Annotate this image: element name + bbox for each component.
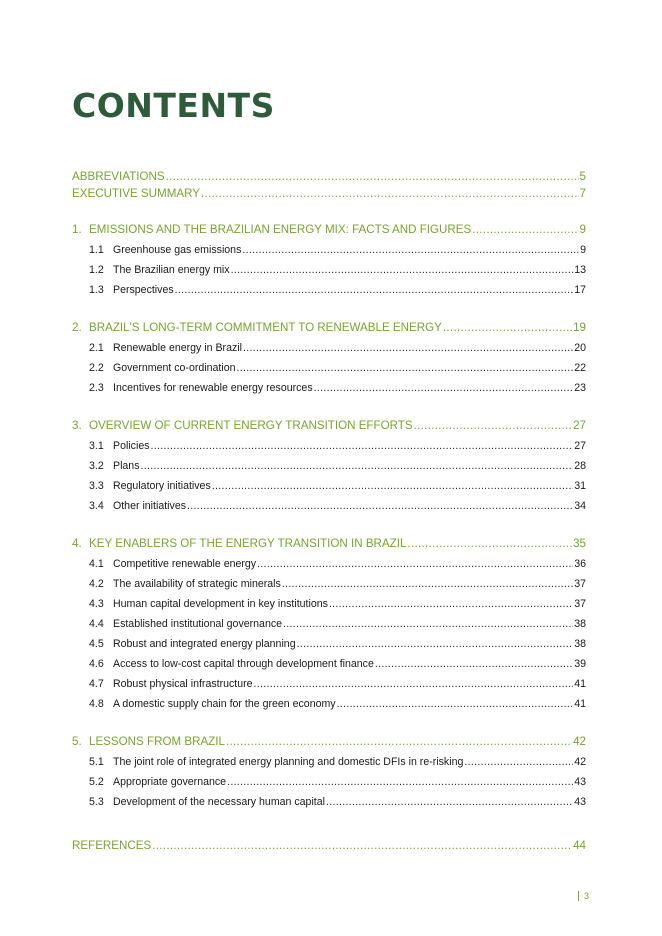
subsection-page: 41 [574,678,586,690]
dot-leader [375,658,573,670]
toc-page: 44 [573,839,586,852]
toc-page: 7 [579,187,586,200]
toc-section-2[interactable] [72,321,586,334]
subsection-label: Other initiatives [113,500,187,512]
subsection-label: Robust and integrated energy planning [113,638,296,650]
toc-subsection[interactable] [89,598,586,610]
dot-leader [212,480,573,492]
toc-subsection[interactable] [89,756,586,768]
subsection-label: Greenhouse gas emissions [113,244,242,256]
subsection-number: 4.1 [89,558,104,570]
toc-subsection[interactable] [89,342,586,354]
subsection-number: 3.3 [89,480,104,492]
subsection-number: 1.1 [89,244,104,256]
subsection-page: 27 [574,440,586,452]
dot-leader [226,735,572,748]
toc-page: 5 [579,170,586,183]
subsection-number: 3.2 [89,460,104,472]
section-label: BRAZIL'S LONG-TERM COMMITMENT TO RENEWABLE ENERGY [89,321,442,334]
subsection-number: 2.1 [89,342,104,354]
dot-leader [236,362,573,374]
section-label: LESSONS FROM BRAZIL [89,735,225,748]
subsection-number: 4.4 [89,618,104,630]
subsection-label: The availability of strategic minerals [113,578,281,590]
dot-leader [254,678,574,690]
subsection-number: 4.5 [89,638,104,650]
toc-section-3[interactable] [72,419,586,432]
subsection-page: 41 [574,698,586,710]
toc-subsection[interactable] [89,558,586,570]
subsection-number: 5.1 [89,756,104,768]
subsection-label: Regulatory initiatives [113,480,211,492]
dot-leader [243,342,573,354]
dot-leader [227,776,573,788]
toc-subsection[interactable] [89,382,586,394]
subsection-page: 43 [574,796,586,808]
subsection-number: 1.2 [89,264,104,276]
toc-section-1[interactable] [72,223,586,236]
subsection-page: 38 [574,638,586,650]
dot-leader [152,839,572,852]
dot-leader [464,756,573,768]
subsection-label: Development of the necessary human capital [113,796,325,808]
subsection-page: 39 [574,658,586,670]
section-page: 27 [573,419,586,432]
subsection-page: 37 [574,578,586,590]
toc-subsection[interactable] [89,460,586,472]
subsection-label: Human capital development in key institutions [113,598,328,610]
dot-leader [175,284,574,296]
section-number: 5. [72,735,82,748]
subsection-page: 36 [574,558,586,570]
dot-leader [414,419,572,432]
subsection-number: 1.3 [89,284,104,296]
subsection-number: 2.3 [89,382,104,394]
toc-subsection[interactable] [89,362,586,374]
subsection-page: 31 [574,480,586,492]
section-number: 2. [72,321,82,334]
dot-leader [201,187,579,200]
dot-leader [166,170,579,183]
subsection-page: 34 [574,500,586,512]
section-label: EMISSIONS AND THE BRAZILIAN ENERGY MIX: FACTS AND FIGURES [89,223,472,236]
toc-subsection[interactable] [89,264,586,276]
toc-label: EXECUTIVE SUMMARY [72,187,200,200]
subsection-page: 37 [574,598,586,610]
dot-leader [407,537,572,550]
subsection-number: 5.3 [89,796,104,808]
subsection-number: 4.8 [89,698,104,710]
subsection-label: Incentives for renewable energy resources [113,382,313,394]
section-label: OVERVIEW OF CURRENT ENERGY TRANSITION EFFORTS [89,419,413,432]
toc-subsection[interactable] [89,440,586,452]
subsection-label: A domestic supply chain for the green economy [113,698,336,710]
page-title: CONTENTS [72,86,275,125]
subsection-page: 42 [574,756,586,768]
toc-subsection[interactable] [89,500,586,512]
section-label: KEY ENABLERS OF THE ENERGY TRANSITION IN BRAZIL [89,537,407,550]
subsection-number: 3.4 [89,500,104,512]
subsection-page: 23 [574,382,586,394]
toc-label: ABBREVIATIONS [72,170,165,183]
dot-leader [314,382,574,394]
toc-subsection[interactable] [89,698,586,710]
page-footer [578,891,589,901]
section-page: 42 [573,735,586,748]
toc-entry-executive-summary[interactable] [72,187,586,200]
dot-leader [141,460,574,472]
subsection-number: 4.2 [89,578,104,590]
dot-leader [187,500,573,512]
subsection-label: The joint role of integrated energy planning and domestic DFIs in re-risking [113,756,464,768]
subsection-number: 2.2 [89,362,104,374]
subsection-label: Policies [113,440,150,452]
toc-section-4[interactable] [72,537,586,550]
subsection-label: The Brazilian energy mix [113,264,230,276]
subsection-number: 4.7 [89,678,104,690]
subsection-number: 5.2 [89,776,104,788]
subsection-label: Appropriate governance [113,776,227,788]
toc-subsection[interactable] [89,678,586,690]
page-number: 3 [584,891,590,901]
toc-label: REFERENCES [72,839,152,852]
subsection-page: 43 [574,776,586,788]
section-page: 9 [579,223,586,236]
subsection-label: Access to low-cost capital through development finance [113,658,374,670]
toc-section-5[interactable] [72,735,586,748]
dot-leader [231,264,574,276]
toc-subsection[interactable] [89,578,586,590]
toc-subsection[interactable] [89,618,586,630]
toc-subsection[interactable] [89,284,586,296]
dot-leader [326,796,573,808]
toc-subsection[interactable] [89,776,586,788]
dot-leader [257,558,573,570]
subsection-page: 9 [580,244,586,256]
subsection-page: 20 [574,342,586,354]
subsection-number: 4.3 [89,598,104,610]
subsection-label: Established institutional governance [113,618,283,630]
toc-subsection[interactable] [89,796,586,808]
footer-divider [578,891,579,901]
subsection-page: 22 [574,362,586,374]
section-number: 3. [72,419,82,432]
dot-leader [297,638,574,650]
toc-entry-abbreviations[interactable] [72,170,586,183]
dot-leader [242,244,579,256]
subsection-label: Perspectives [113,284,174,296]
dot-leader [329,598,573,610]
section-number: 1. [72,223,82,236]
subsection-label: Plans [113,460,140,472]
dot-leader [337,698,574,710]
toc-subsection[interactable] [89,638,586,650]
dot-leader [443,321,572,334]
toc-entry-references[interactable] [72,839,586,852]
subsection-page: 13 [574,264,586,276]
subsection-page: 28 [574,460,586,472]
dot-leader [283,618,573,630]
subsection-page: 38 [574,618,586,630]
toc-subsection[interactable] [89,244,586,256]
subsection-number: 3.1 [89,440,104,452]
subsection-number: 4.6 [89,658,104,670]
subsection-label: Renewable energy in Brazil [113,342,242,354]
section-number: 4. [72,537,82,550]
dot-leader [282,578,573,590]
dot-leader [472,223,578,236]
section-page: 19 [573,321,586,334]
subsection-page: 17 [574,284,586,296]
dot-leader [151,440,574,452]
subsection-label: Robust physical infrastructure [113,678,253,690]
subsection-label: Government co-ordination [113,362,236,374]
subsection-label: Competitive renewable energy [113,558,257,570]
toc-subsection[interactable] [89,658,586,670]
toc-subsection[interactable] [89,480,586,492]
section-page: 35 [573,537,586,550]
